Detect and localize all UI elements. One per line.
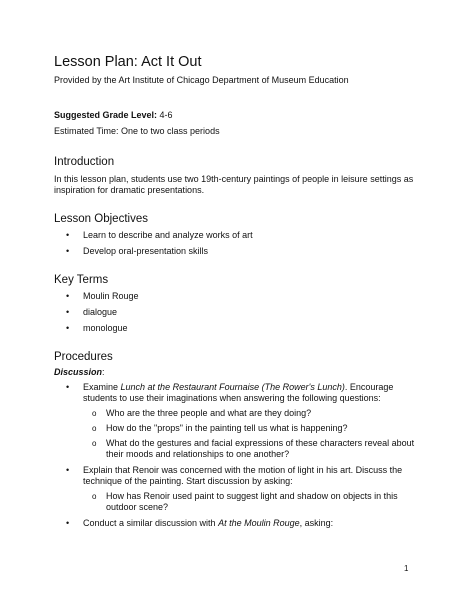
key-term-item: [54, 323, 426, 334]
bullet-icon: •: [66, 291, 70, 301]
procedure-text-post: . Encourage students to use their imaginations when answering the following questions:: [83, 382, 394, 403]
discussion-subheading: [54, 367, 426, 378]
bullet-icon: •: [66, 382, 70, 392]
key-terms-heading: Key Terms: [54, 274, 109, 286]
question-item: [83, 423, 426, 434]
bullet-icon: •: [66, 246, 70, 256]
objectives-list: [54, 230, 426, 257]
procedure-text-pre: Examine: [83, 382, 121, 392]
sub-bullet-icon: o: [92, 439, 97, 448]
objective-text: Learn to describe and analyze works of art: [83, 230, 253, 240]
objectives-heading: Lesson Objectives: [54, 213, 148, 225]
question-item: [83, 491, 426, 513]
procedure-text-post: , asking:: [299, 518, 334, 528]
procedure-item: [54, 518, 426, 529]
bullet-icon: •: [66, 323, 70, 333]
question-text: How do the "props" in the painting tell us what is happening?: [106, 423, 348, 433]
procedure-text-pre: Conduct a similar discussion with: [83, 518, 219, 528]
estimated-time-line: Estimated Time: One to two class periods: [54, 126, 220, 136]
procedures-list: [54, 382, 426, 529]
page-title: Lesson Plan: Act It Out: [54, 54, 202, 70]
procedure-item: [54, 382, 426, 460]
key-term-text: monologue: [83, 323, 128, 333]
objective-item: [54, 230, 426, 241]
question-text: How has Renoir used paint to suggest light and shadow on objects in this outdoor scene?: [106, 491, 398, 512]
objective-item: [54, 246, 426, 257]
sub-bullet-icon: o: [92, 409, 97, 418]
bullet-icon: •: [66, 518, 70, 528]
bullet-icon: •: [66, 465, 70, 475]
procedure-text: Explain that Renoir was concerned with the motion of light in his art. Discuss the technique of the painting. Start discussion by asking:: [83, 465, 403, 486]
document-content: [54, 54, 426, 529]
bullet-icon: •: [66, 230, 70, 240]
question-item: [83, 438, 426, 460]
sub-bullet-icon: o: [92, 424, 97, 433]
provider-line: Provided by the Art Institute of Chicago Department of Museum Education: [54, 75, 349, 85]
grade-level-value: 4-6: [157, 110, 173, 120]
key-terms-list: [54, 291, 426, 334]
key-term-text: dialogue: [83, 307, 118, 317]
question-list: [83, 408, 426, 460]
bullet-icon: •: [66, 307, 70, 317]
question-item: [83, 408, 426, 419]
procedure-text: [83, 518, 333, 528]
question-list: [83, 491, 426, 513]
grade-level-line: [54, 110, 426, 121]
sub-bullet-icon: o: [92, 492, 97, 501]
key-term-item: [54, 307, 426, 318]
introduction-text: In this lesson plan, students use two 19th-century paintings of people in leisure settings as inspiration for dramatic presentations.: [54, 174, 414, 195]
discussion-colon: :: [102, 367, 105, 377]
question-text: What do the gestures and facial expressions of these characters reveal about their moods and relationships to one another?: [106, 438, 415, 459]
procedure-text: [83, 382, 393, 403]
objective-text: Develop oral-presentation skills: [83, 246, 209, 256]
artwork-title: Lunch at the Restaurant Fournaise (The Rower's Lunch): [120, 382, 345, 392]
artwork-title: At the Moulin Rouge: [218, 518, 300, 528]
introduction-heading: Introduction: [54, 156, 115, 168]
discussion-label: Discussion: [54, 367, 103, 377]
key-term-item: [54, 291, 426, 302]
procedure-item: [54, 465, 426, 513]
key-term-text: Moulin Rouge: [83, 291, 139, 301]
grade-level-label: Suggested Grade Level:: [54, 110, 158, 120]
question-text: Who are the three people and what are they doing?: [106, 408, 312, 418]
page-number: 1: [404, 564, 409, 573]
procedures-heading: Procedures: [54, 351, 113, 363]
